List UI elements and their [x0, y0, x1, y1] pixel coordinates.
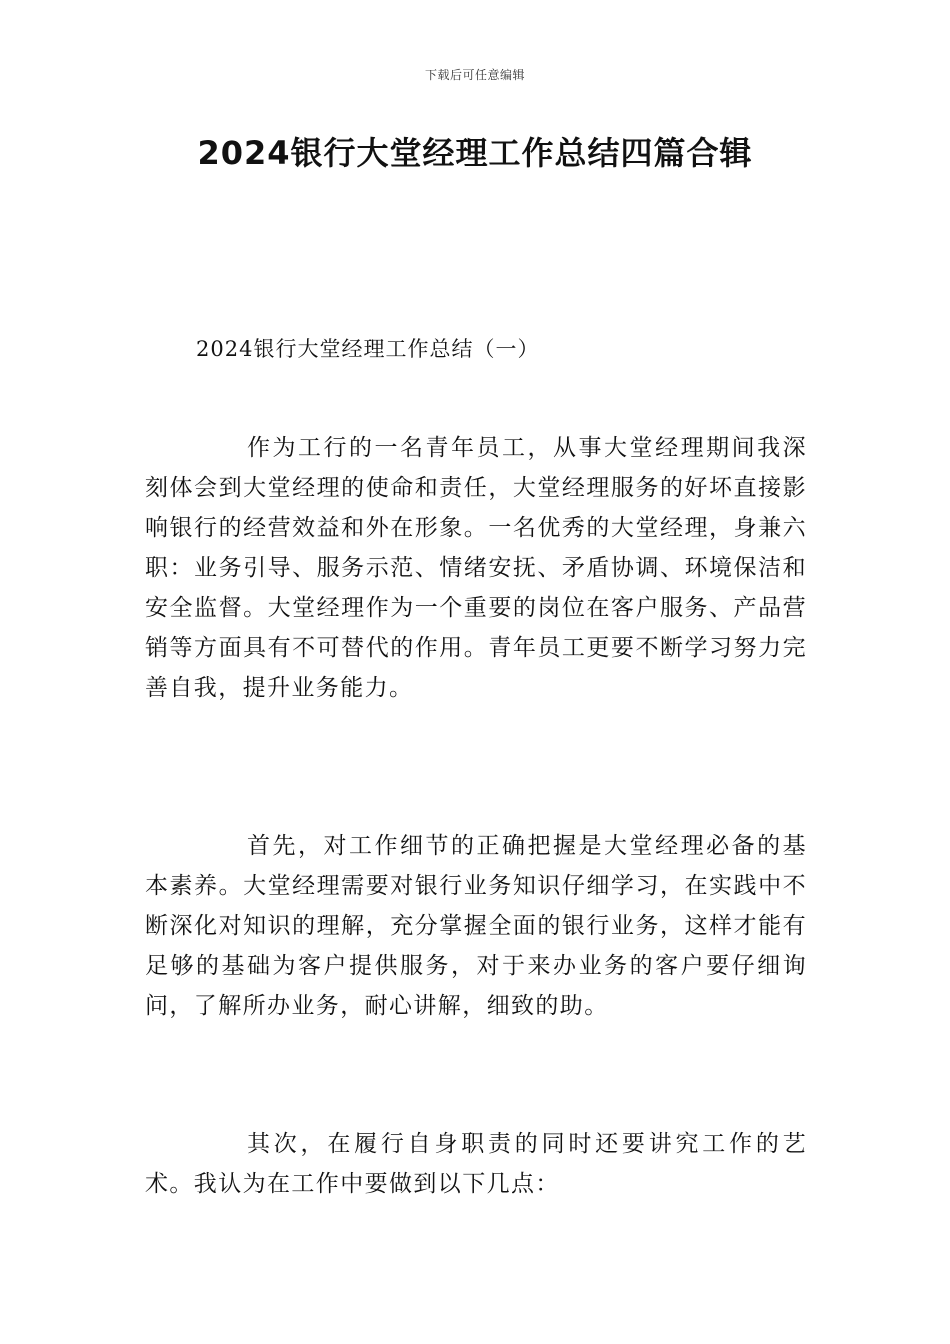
paragraph-3: 其次，在履行自身职责的同时还要讲究工作的艺术。我认为在工作中要做到以下几点：: [145, 1131, 807, 1197]
header-note: 下载后可任意编辑: [424, 68, 525, 82]
paragraph-1: 作为工行的一名青年员工，从事大堂经理期间我深刻体会到大堂经理的使命和责任，大堂经理服务的好坏直接影响银行的经营效益和外在形象。一名优秀的大堂经理，身兼六职：业务引导、服务示范、情绪安抚、矛盾协调、环境保洁和安全监督。大堂经理作为一个重要的岗位在客户服务、产品营销等方面具有不可替代的作用。青年员工更要不断学习努力完善自我，提升业务能力。: [145, 435, 807, 701]
document-title: 2024银行大堂经理工作总结四篇合辑: [197, 134, 753, 172]
section-title: 2024银行大堂经理工作总结（一）: [196, 337, 540, 361]
paragraph-2: 首先，对工作细节的正确把握是大堂经理必备的基本素养。大堂经理需要对银行业务知识仔细学习，在实践中不断深化对知识的理解，充分掌握全面的银行业务，这样才能有足够的基础为客户提供服务，对于来办业务的客户要仔细询问，了解所办业务，耐心讲解，细致的助。: [145, 833, 807, 1019]
